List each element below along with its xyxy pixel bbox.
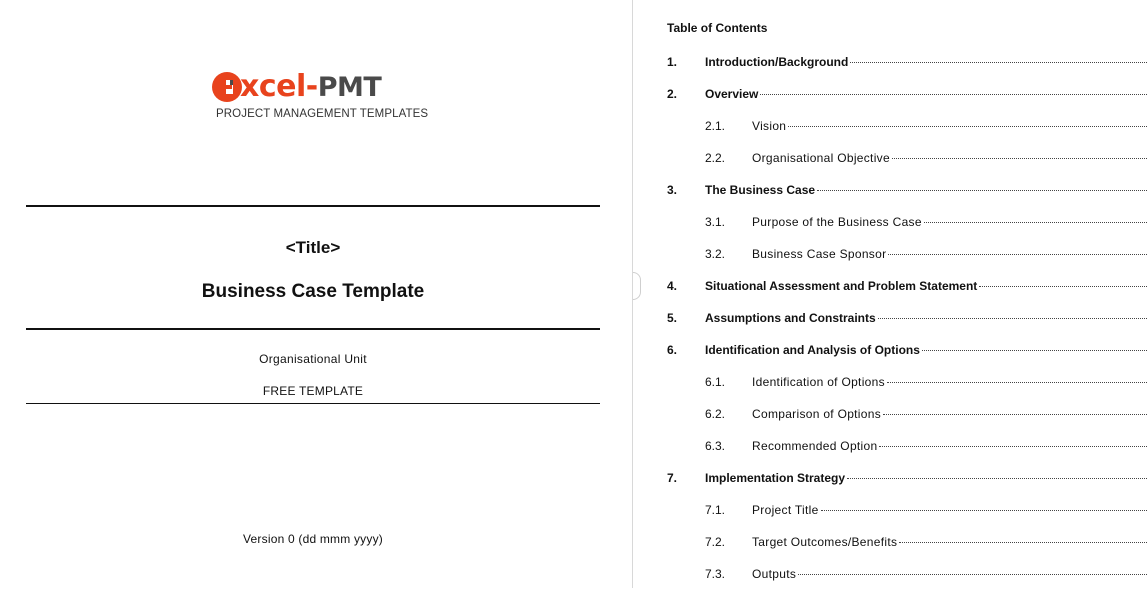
toc-entry-number: 7.1.	[705, 503, 726, 517]
toc-page	[633, 0, 1147, 602]
toc-entry-number: 5.	[667, 311, 678, 325]
toc-dot-leader	[979, 285, 1147, 287]
divider-bottom	[26, 403, 600, 404]
toc-entry[interactable]	[667, 277, 1147, 295]
toc-dot-leader	[883, 413, 1147, 415]
toc-entry[interactable]	[667, 181, 1147, 199]
toc-entry-label: The Business Case	[705, 183, 816, 197]
version-line: Version 0 (dd mmm yyyy)	[243, 532, 383, 546]
toc-entry-label: Vision	[752, 119, 787, 133]
organisational-unit: Organisational Unit	[259, 352, 367, 366]
toc-entry-label: Overview	[705, 87, 759, 101]
toc-entry-label: Identification of Options	[752, 375, 885, 389]
toc-entry-number: 6.1.	[705, 375, 726, 389]
toc-dot-leader	[850, 61, 1147, 63]
toc-entry-number: 2.	[667, 87, 678, 101]
toc-dot-leader	[821, 509, 1147, 511]
page-scroll-handle[interactable]	[633, 272, 641, 300]
document-subtitle: Business Case Template	[201, 281, 425, 302]
toc-entry-label: Recommended Option	[752, 439, 878, 453]
document-title-placeholder: <Title>	[285, 238, 341, 257]
toc-dot-leader	[899, 541, 1147, 543]
toc-dot-leader	[798, 573, 1147, 575]
toc-entry-number: 4.	[667, 279, 678, 293]
toc-entry[interactable]	[667, 373, 1147, 391]
toc-dot-leader	[879, 445, 1147, 447]
toc-entry[interactable]	[667, 53, 1147, 71]
toc-entry-number: 3.1.	[705, 215, 726, 229]
toc-entry-label: Organisational Objective	[752, 151, 890, 165]
brand-logo	[210, 68, 429, 124]
divider-middle	[26, 328, 600, 330]
toc-entry-number: 3.2.	[705, 247, 726, 261]
toc-entry-label: Implementation Strategy	[705, 471, 846, 485]
toc-entry-number: 6.2.	[705, 407, 726, 421]
toc-dot-leader	[922, 349, 1147, 351]
toc-entry-number: 2.2.	[705, 151, 726, 165]
toc-entry-number: 6.	[667, 343, 678, 357]
toc-entry-label: Comparison of Options	[752, 407, 882, 421]
toc-dot-leader	[760, 93, 1147, 95]
divider-top	[26, 205, 600, 207]
toc-entry[interactable]	[667, 341, 1147, 359]
toc-entry-number: 7.3.	[705, 567, 726, 581]
toc-dot-leader	[892, 157, 1147, 159]
brand-wordmark	[240, 68, 381, 107]
toc-dot-leader	[847, 477, 1147, 479]
toc-entry-number: 1.	[667, 55, 678, 69]
toc-entry[interactable]	[667, 85, 1147, 103]
toc-entry-label: Identification and Analysis of Options	[705, 343, 920, 357]
toc-entry[interactable]	[667, 501, 1147, 519]
toc-entry-number: 3.	[667, 183, 678, 197]
toc-entry[interactable]	[667, 117, 1147, 135]
toc-entry[interactable]	[667, 213, 1147, 231]
toc-entry-label: Project Title	[752, 503, 819, 517]
toc-entry[interactable]	[667, 437, 1147, 455]
toc-entry[interactable]	[667, 565, 1147, 583]
toc-entry[interactable]	[667, 533, 1147, 551]
toc-entry-label: Situational Assessment and Problem Statement	[705, 279, 978, 293]
toc-dot-leader	[887, 381, 1147, 383]
toc-heading: Table of Contents	[667, 21, 768, 35]
toc-entry-label: Assumptions and Constraints	[705, 311, 876, 325]
toc-dot-leader	[788, 125, 1147, 127]
toc-entry-number: 2.1.	[705, 119, 726, 133]
brand-tagline: PROJECT MANAGEMENT TEMPLATES	[216, 108, 429, 120]
toc-entry[interactable]	[667, 245, 1147, 263]
toc-entry-label: Introduction/Background	[705, 55, 849, 69]
toc-entry-number: 7.2.	[705, 535, 726, 549]
toc-entry-label: Outputs	[752, 567, 797, 581]
toc-entry-label: Business Case Sponsor	[752, 247, 887, 261]
toc-entry-number: 6.3.	[705, 439, 726, 453]
toc-entry-number: 7.	[667, 471, 678, 485]
toc-entry[interactable]	[667, 309, 1147, 327]
toc-dot-leader	[878, 317, 1147, 319]
toc-entry[interactable]	[667, 149, 1147, 167]
brand-suffix: PMT	[317, 72, 382, 103]
toc-entry[interactable]	[667, 469, 1147, 487]
toc-entry-label: Target Outcomes/Benefits	[752, 535, 898, 549]
toc-dot-leader	[817, 189, 1147, 191]
toc-entry[interactable]	[667, 405, 1147, 423]
brand-word: xcel-	[240, 69, 318, 104]
toc-dot-leader	[924, 221, 1147, 223]
toc-dot-leader	[888, 253, 1147, 255]
toc-entry-label: Purpose of the Business Case	[752, 215, 922, 229]
template-label: FREE TEMPLATE	[262, 384, 364, 398]
